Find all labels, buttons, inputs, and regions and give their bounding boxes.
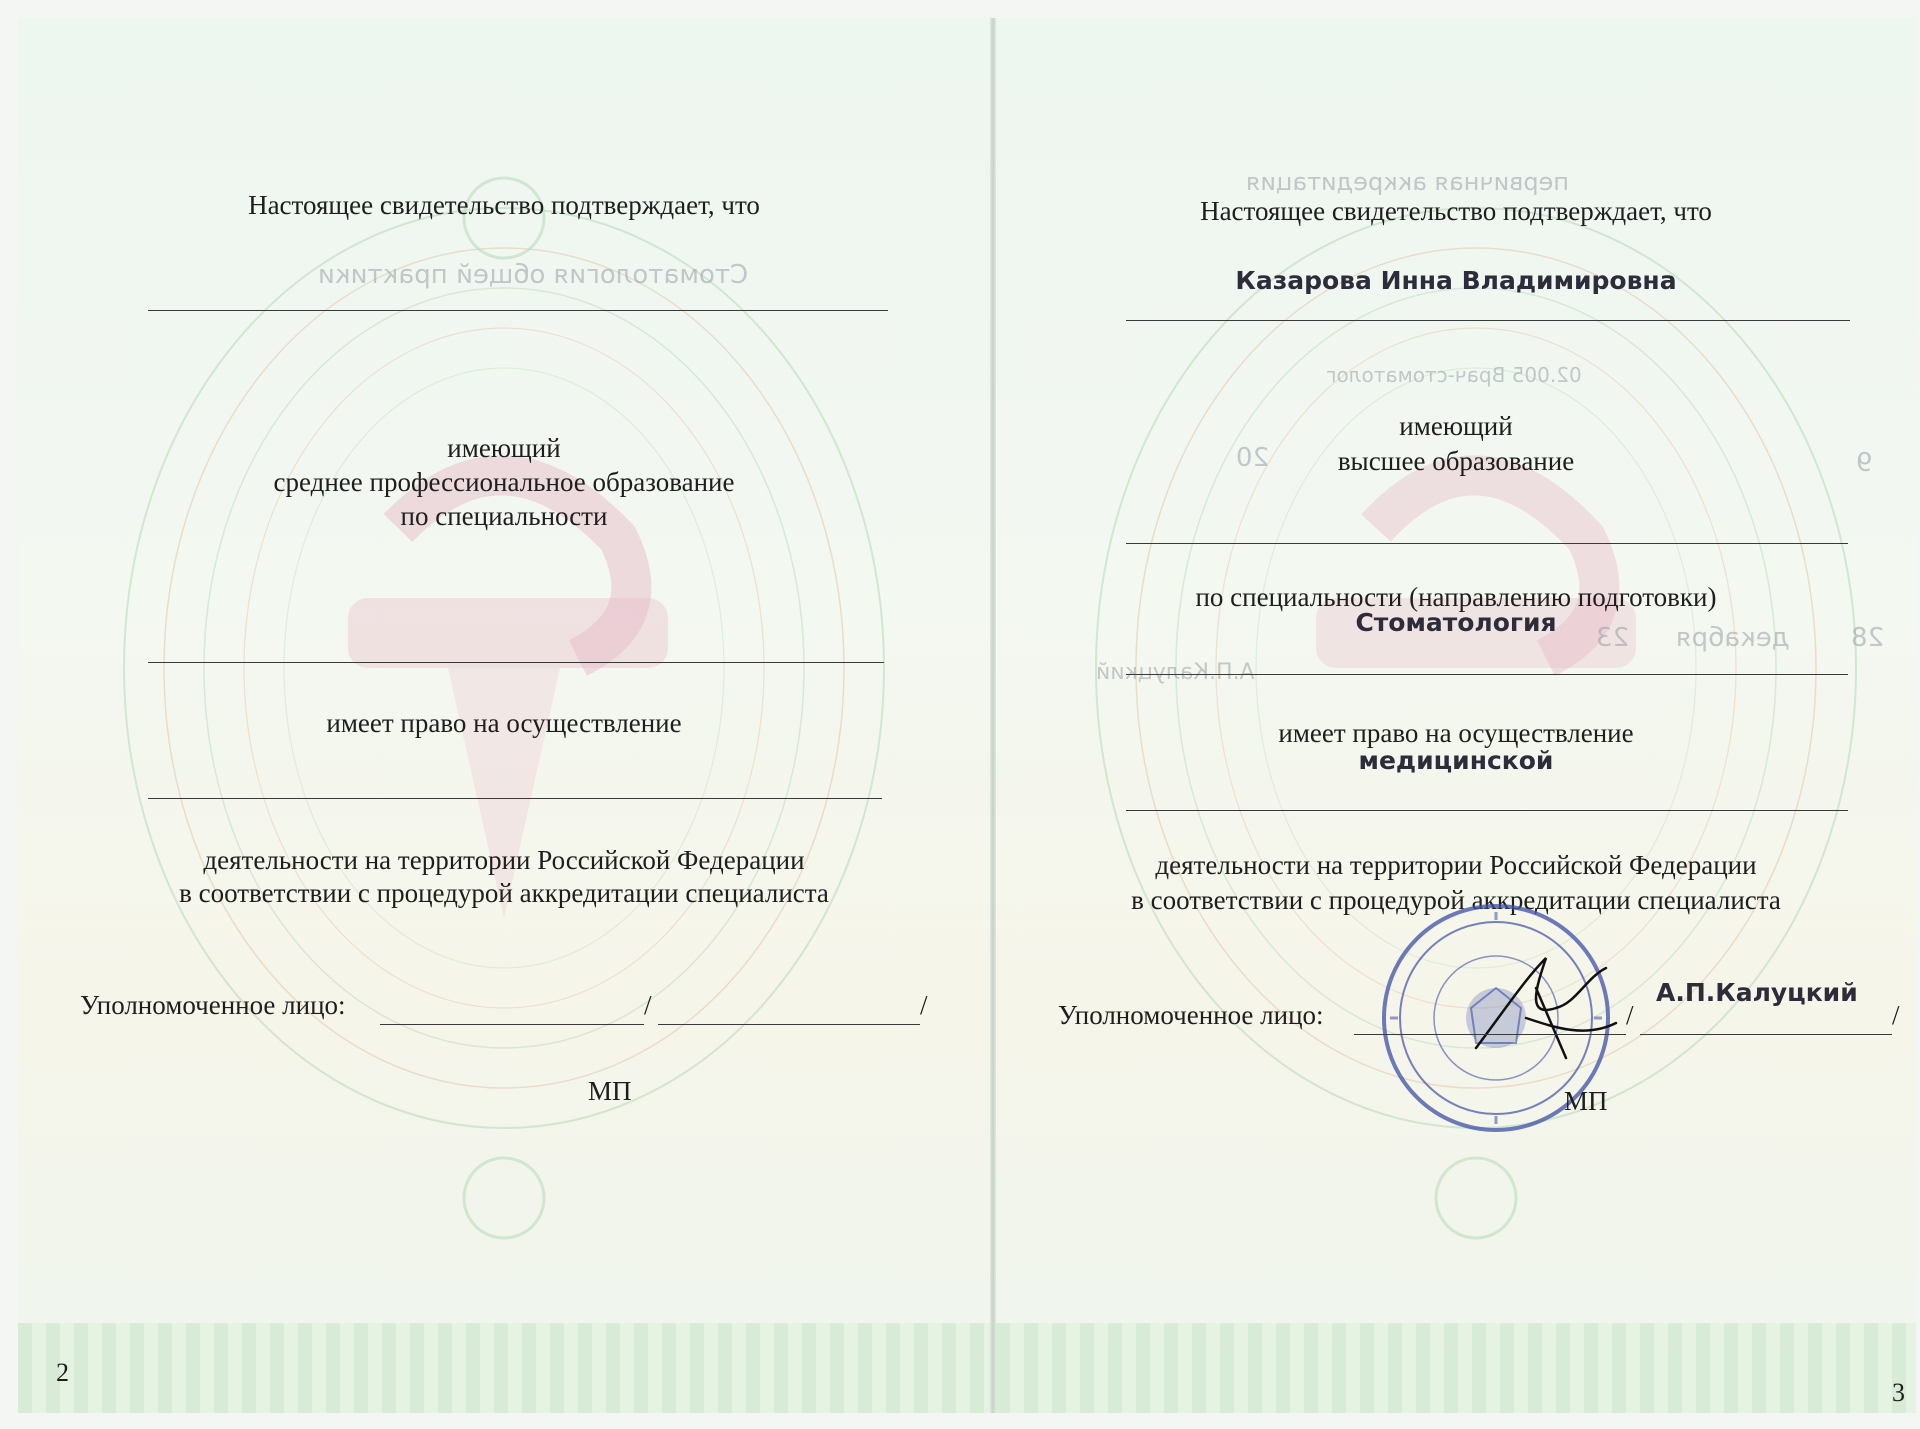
left-signature-line xyxy=(380,1024,644,1025)
left-page xyxy=(18,18,990,1413)
left-activity-line xyxy=(148,798,882,799)
right-signature-line xyxy=(1354,1034,1626,1035)
handwritten-signature xyxy=(1466,948,1626,1068)
specialty-value: Стоматология xyxy=(1355,608,1557,637)
left-slash-2: / xyxy=(920,990,928,1020)
left-name-line xyxy=(148,310,888,311)
right-bleed-through-header: первичная аккредитация xyxy=(1246,168,1570,196)
left-activity-line2: в соответствии с процедурой аккредитации специалиста xyxy=(179,878,829,908)
left-right-label: имеет право на осуществление xyxy=(326,708,682,738)
left-activity-line1: деятельности на территории Российской Федерации xyxy=(203,845,805,875)
right-activity-line1: деятельности на территории Российской Федерации xyxy=(1155,850,1757,880)
right-bleed-through-year: 20 xyxy=(1236,443,1270,473)
left-having: имеющий xyxy=(447,433,561,463)
right-mp: МП xyxy=(1564,1086,1608,1116)
activity-value: медицинской xyxy=(1358,746,1554,775)
decorative-border xyxy=(996,1323,1916,1413)
right-page xyxy=(996,18,1916,1413)
right-right-label: имеет право на осуществление xyxy=(1278,718,1634,748)
left-specialty-line xyxy=(148,662,884,663)
right-slash-2: / xyxy=(1892,1000,1900,1030)
right-authorized-label: Уполномоченное лицо: xyxy=(1058,1000,1324,1030)
right-activity-line2: в соответствии с процедурой аккредитации специалиста xyxy=(1131,885,1781,915)
left-slash-1: / xyxy=(644,990,652,1020)
right-heading: Настоящее свидетельство подтверждает, что xyxy=(1200,196,1712,226)
decorative-border xyxy=(18,1323,990,1413)
left-education: среднее профессиональное образование xyxy=(273,467,735,497)
right-specialty-label: по специальности (направлению подготовки) xyxy=(1195,582,1717,612)
left-heading: Настоящее свидетельство подтверждает, что xyxy=(248,190,760,220)
right-activity-line xyxy=(1126,810,1848,811)
right-name-line-2 xyxy=(1640,1034,1892,1035)
right-bleed-through-day2: 28 xyxy=(1851,623,1885,653)
authorized-name: А.П.Калуцкий xyxy=(1656,978,1858,1007)
left-specialty-label: по специальности xyxy=(400,501,608,531)
guilloche-background xyxy=(996,18,1916,1413)
right-bleed-through-name: А.П.Калуцкий xyxy=(1096,660,1255,685)
right-education: высшее образование xyxy=(1337,446,1575,476)
right-bleed-through-year2: 23 xyxy=(1596,623,1630,653)
right-name-line xyxy=(1126,320,1850,321)
right-bleed-through-day: 9 xyxy=(1856,448,1873,478)
left-authorized-label: Уполномоченное лицо: xyxy=(80,990,346,1020)
right-specialty-line xyxy=(1126,674,1848,675)
right-slash-1: / xyxy=(1626,1000,1634,1030)
right-page-number: 3 xyxy=(1892,1378,1905,1407)
left-page-number: 2 xyxy=(56,1358,69,1387)
left-mp: МП xyxy=(588,1076,632,1106)
left-bleed-through-text: Стоматология общей практики xyxy=(318,260,749,290)
holder-name: Казарова Инна Владимировна xyxy=(1235,266,1677,295)
right-bleed-through-month: декабря xyxy=(1676,623,1790,653)
right-education-line xyxy=(1126,543,1848,544)
right-having: имеющий xyxy=(1399,411,1513,441)
left-name-line-2 xyxy=(658,1024,920,1025)
right-bleed-through-code: 02.005 Врач-стоматолог xyxy=(1326,363,1582,387)
